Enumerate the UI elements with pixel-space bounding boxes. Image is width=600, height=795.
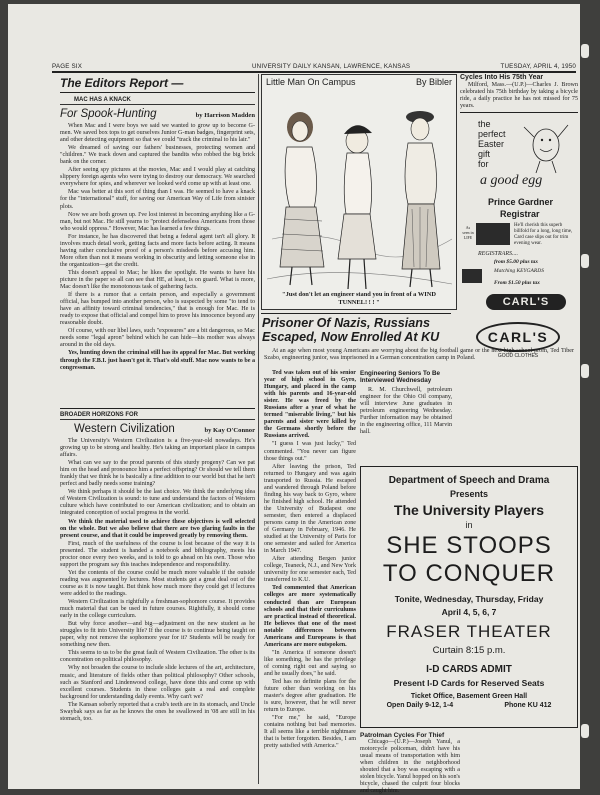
office-hours: Open Daily 9-12, 1-4 [386, 702, 454, 709]
paragraph: After attending Bergen junior college, Teaneck, N.J., and New York university for one semester each, Ted transferred to K.U. [264, 556, 356, 584]
brand-name: Prince Gardner [488, 197, 554, 208]
registrars-label: REGISTRARS.... [478, 251, 518, 258]
engineering-headline: Engineering Seniors To Be Interviewed Wednesday [360, 370, 441, 385]
ad-word: for [478, 159, 489, 170]
patrolman-headline: Patrolman Cycles For Thief [360, 732, 445, 739]
binder-margin [580, 4, 590, 789]
cartoon-artist: By Bibler [415, 77, 452, 87]
patrolman-story [360, 732, 578, 795]
paragraph: Why not broaden the course to include slide lectures of the art, architecture, music, and literature of fields other than political philosophy? Other schools, such as Stanford and Lindenwood college, have done this and come up with excellent courses. Students in these colleges gain a real and complete background for understanding daily events. Why can't we? [60, 665, 255, 700]
article-body [60, 123, 255, 372]
cycles-headline: Cycles Into His 75th Year [460, 74, 544, 81]
show-dates: April 4, 5, 6, 7 [441, 607, 497, 617]
ad-word: the [478, 119, 491, 130]
paragraph: We dreamed of saving our fathers' businesses, protecting women and "children." We track down and captured the bandits who robbed the big brick bank on the corner. [60, 145, 255, 166]
paragraph: We think perhaps it should be the last choice. We think the underlying idea of Western Civilization is sound: to tune and understand the factors of Western culture which have contributed to our American civilization; and to obtain an integrated conception of social progress in the world. [60, 489, 255, 517]
egg-figure-icon [516, 115, 576, 175]
article-body [60, 438, 255, 723]
column-rule [258, 74, 259, 784]
wallet-icon [476, 223, 510, 245]
paragraph: If there is a rumor that a certain person, and especially a government official, has bumped into another person, who is suspected by some "to tend to have an affinity toward criminal tendencies," that is enough for Mac. He is ready to expose that official and compel him to prove his innocence beyond any reasonable doubt. [60, 292, 255, 327]
keygards-label: Matching KEYGARDS [494, 268, 544, 275]
paragraph: Of course, with our libel laws, such "exposures" are a bit dangerous, so Mac needs some "legal apron" behind which he can hide—his mother was always around in the old days. [60, 328, 255, 349]
university-players-ad [360, 466, 578, 728]
paragraph: But why force another—and big—adjustment on the new student as he struggles to fit into University life? If the course is to continue being taught on paper, why not remove the sophomore year for it? Students will be ready for something new then. [60, 621, 255, 649]
ad-tagline: a good egg [480, 173, 543, 189]
keygard-price: From $1.50 plus tax [494, 280, 540, 287]
cartoon-drawing [262, 89, 456, 294]
play-title-line1: SHE STOOPS [386, 532, 552, 559]
paragraph: After seeing spy pictures at the movies, Mac and I would play at catching slippery foreign agents who were trying to destroy our democracy. We searched everywhere for spies, and wherever we looked we'd come up with at least one. [60, 167, 255, 188]
present-line: Present I-D Cards for Reserved Seats [393, 678, 545, 688]
ad-word: Easter [478, 139, 505, 150]
right-sidebar [460, 74, 578, 310]
carls-logo [476, 322, 560, 352]
ad-presents: Presents [449, 489, 489, 499]
ad-description: He'll cherish this superb billfold for a long, long time, Card case slips out for trim evening wear. [514, 223, 573, 247]
kicker: BROADER HORIZONS FOR [60, 412, 255, 420]
paragraph-bold: Ted commented that American colleges are more systematically conducted than are European schools and that their curriculums are practical instead of theoretical. He believes that one of the most notable differences between Americans and Europeans is that Americans are more outspoken. [264, 585, 356, 648]
broader-horizons [60, 412, 255, 782]
divider [261, 313, 451, 314]
paragraph: "In America if someone doesn't like something, he has the privilege of coming right out and saying so and he usually does," he said. [264, 649, 356, 677]
carls-tagline: GOOD CLOTHES [497, 353, 539, 359]
registrar-price: from $5.00 plus tax [494, 259, 539, 266]
ad-word: gift [478, 149, 491, 160]
paper-name: UNIVERSITY DAILY KANSAN, LAWRENCE, KANSAS [252, 63, 411, 70]
cartoon-caption: "Just don't let an engineer stand you in front of a WIND TUNNEL! ! ! " [282, 291, 436, 306]
curtain-time: Curtain 8:15 p.m. [432, 645, 506, 656]
paragraph: Ted has no definite plans for the future other than working on his master's degree after graduation. He is sure, however, that he will never return to Europe. [264, 679, 356, 714]
product-name: Registrar [500, 209, 540, 220]
paragraph: This doesn't appeal to Mac; he likes the spotlight. He wants to have his picture in the paper so all can see that HE, at least, is on guard. What is more, Mac doesn't like the monotonous task of gathering facts. [60, 269, 255, 291]
life-stamp: As seen in LIFE [462, 225, 474, 241]
phone: Phone KU 412 [504, 702, 552, 709]
keycase-icon [462, 269, 482, 283]
page-number: PAGE SIX [52, 63, 83, 70]
section-title: The Editors Report — [60, 76, 255, 93]
store-name: CARL'S [502, 296, 550, 308]
paragraph-bold: Yes, hunting down the criminal still has its appeal for Mac. But working through the F.B.I. just hasn't got it. That's old stuff. Mac now wants to be a congressman. [60, 350, 255, 371]
easter-gift-ad [460, 115, 578, 285]
kicker: MAC HAS A KNACK [60, 97, 255, 105]
prisoner-body [264, 370, 356, 782]
ticket-office: Ticket Office, Basement Green Hall [410, 693, 528, 700]
issue-date: TUESDAY, APRIL 4, 1950 [500, 63, 576, 70]
carls-ad [460, 316, 576, 362]
paragraph: For instance, he has discovered that being a federal agent isn't all glory. It involves much detail work, getting facts and more facts before acting. It means having rather conclusive proof of a person's misdeeds before accusing him. More often than not it means working in obscurity and letting someone else in the organization—get the credit. [60, 233, 255, 268]
show-days: Tonite, Wednesday, Thursday, Friday [394, 594, 544, 604]
lead-paragraph: At an age when most young Americans are worrying about the big football game or the next high school prom, Ted Tiber Szabo, engineering junior, was imprisoned in a German concentration camp in Poland. [264, 348, 574, 362]
cycles-text: Milford, Mass.—(U.P.)—Charles J. Brown celebrated his 75th birthday by taking a bicycle ride, a daily practice he has not missed for 75 years. [460, 82, 578, 110]
venue: FRASER THEATER [386, 622, 552, 641]
hours-phone-line [361, 702, 577, 709]
masthead-rule [52, 71, 576, 73]
divider [60, 408, 255, 409]
headline: Western Civilization [74, 423, 175, 435]
engineering-note [360, 370, 452, 462]
paragraph: The Kansan soberly reported that a crab's teeth are in its stomach, and Uncle Swaybak says as far as he knows the ones he swallowed in '08 are still in his stomach, too. [60, 701, 255, 722]
paragraph-bold: Ted was taken out of his senior year of high school in Gyro, Hungary, and placed in the camp with his parents and 16-year-old sister. He was freed by the Russians after a year of what he termed "miserable living," but his parents and sister were killed by the Germans shortly before the Russians arrived. [264, 370, 356, 440]
play-title-line2: TO CONQUER [382, 560, 556, 587]
paragraph-bold: We think the material used to achieve these objectives is well selected on the whole. But we also believe that there are two glaring faults in the present course, and that it could be improved greatly by removing them. [60, 518, 255, 539]
paragraph: When Mac and I were boys we said we wanted to grow up to become G-men. We saved box tops to get ourselves Junior G-man badges, fingerprint sets, and other detecting equipment so that we could "track the criminal to his lair." [60, 123, 255, 144]
paragraph: After leaving the prison, Ted returned to Hungary and was again transported to Russia. He escaped and wandered through Poland before finding his way back to Gyro, where he finished high school. He attended the University of Budapest one semester, then entered a displaced persons camp in the American zone of Germany in February, 1946. He studied at the University of Paris for one semester and sailed for America in March 1947. [264, 463, 356, 555]
admit-line: I-D CARDS ADMIT [426, 664, 512, 675]
paragraph: First, much of the usefulness of the course is lost because of the way it is presented. The student is handed a notebook and bibliography, meets his proctor once every two weeks, and is told to go ahead on his own. Those who support the program say this teaches independence and responsibility. [60, 540, 255, 568]
byline: by Harrison Madden [195, 112, 255, 119]
engineering-text: R. M. Churchwell, petroleum engineer for the Ohio Oil company, will interview June graduates in petroleum engineering Wednesday. Further information may be obtained in the engineering office, 111 Marvin hall. [360, 386, 452, 436]
ad-in: in [465, 520, 473, 530]
byline: by Kay O'Connor [204, 427, 255, 434]
ad-players: The University Players [393, 502, 545, 518]
paragraph: Now we are both grown up. I've lost interest in becoming anything like a G-man, but not Mac. He still yearns to "protect defenseless Americans from those who would oppress." However, Mac has learned a few things. [60, 211, 255, 232]
patrolman-text: Chicago—(U.P.)—Joseph Yanul, a motorcycle policeman, didn't have his usual means of transportation with him when children in the neighborhood shouted that a boy was escaping with a stolen bicycle. Yanul hopped on his son's bicycle, chased the culprit four blocks and caught him. [360, 739, 460, 795]
paragraph: "For me," he said, "Europe contains nothing but bad memories. It all seems like a terrible nightmare that is better forgotten. Besides, I am pretty satisfied with America." [264, 715, 356, 750]
prisoner-headline: Prisoner Of Nazis, Russians Escaped, Now Enrolled At KU [262, 316, 440, 345]
paragraph: "I guess I was just lucky," Ted commented. "You never can figure those things out." [264, 441, 356, 462]
cartoon-title: Little Man On Campus [266, 77, 356, 87]
editors-report [60, 76, 255, 406]
paragraph: Yet the contents of the course could be much more valuable if the outside reading was augmented by lectures. Most students get a great deal out of the course as it is now taught. But think how much more they could get if lectures were added to the readings. [60, 569, 255, 597]
paragraph: Mac was better at this sort of thing than I was. He seemed to have a knack for the "international" stuff, for saving our American Way of Life from sinister plots. [60, 189, 255, 210]
paragraph: The University's Western Civilization is a five-year-old nowadays. He's growing up to be strong and healthy. He's taking an important place in campus affairs. [60, 438, 255, 459]
carls-name: CARL'S [487, 329, 549, 345]
newspaper-page [8, 4, 590, 795]
headline: For Spook-Hunting [60, 108, 157, 120]
paragraph: What can we say to the proud parents of this sturdy progeny? Can we pat him on the head and pronounce him a perfect offspring? Or should we tell them frankly that we think he is basically a fine addition to our world but that he isn't perfect and badly needs some training? [60, 460, 255, 488]
ad-department: Department of Speech and Drama [388, 475, 550, 486]
paragraph: This seems to us to be the great fault of Western Civilization. The other is its concentration on political philosophy. [60, 650, 255, 664]
cartoon-panel [261, 74, 457, 310]
store-logo [486, 294, 566, 310]
ad-word: perfect [478, 129, 506, 140]
paragraph: Western Civilization is rightfully a freshman-sophomore course. It provides much material that can be used in future courses. Rightfully, it should come early in the college curriculum. [60, 599, 255, 620]
